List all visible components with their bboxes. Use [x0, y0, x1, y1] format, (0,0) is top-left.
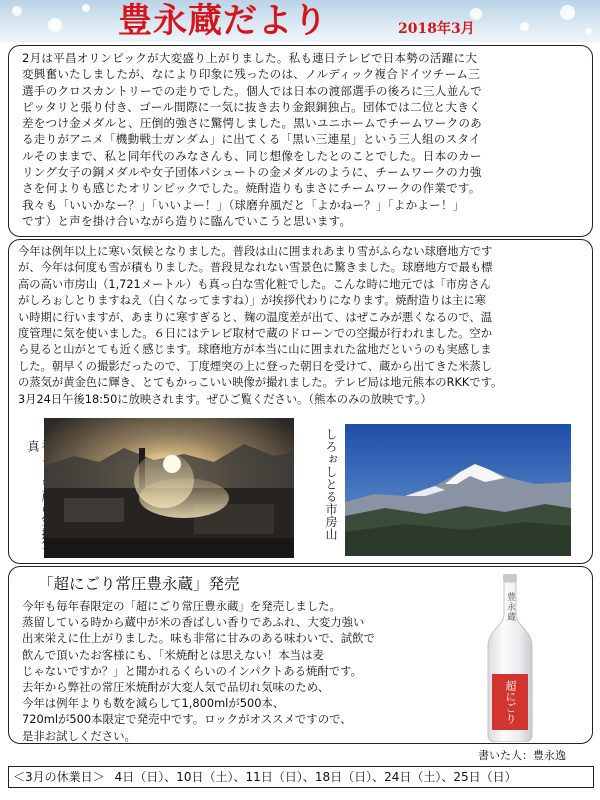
text-line: 出来栄えに仕上がりました。味も非常に甘みのある味わいで、試飲で [22, 631, 375, 646]
snow-dot [48, 18, 62, 32]
winter-article-text [18, 244, 502, 408]
ichifusa-mountain-photo [345, 424, 571, 556]
text-line: 720mlが500本限定で発売中です。ロックがオススメですので、 [22, 712, 352, 727]
snow-dot [12, 6, 22, 16]
mountain-photo-caption: しろぉしとる市房山 [324, 428, 338, 541]
text-line: ルそのままで、私と同年代のみなさんも、同じ想像をしたとのことでした。日本のカー [22, 148, 482, 163]
text-line: 我々も「いいかなー？」「いいよー！」（球磨弁風だと「よかねー？」「よかよー！」 [22, 197, 465, 212]
text-line: 今年は例年以上に寒い気候となりました。普段は山に囲まれあまり雪がふらない球磨地方です [18, 245, 493, 258]
text-line: の蒸気が黄金色に輝き、とてもかっこいい映像が撮れました。テレビ局は地元熊本のRKKです。 [18, 376, 503, 390]
text-line: 蒸留している時から蔵中が米の香ばしい香りであふれ、大変力強い [22, 615, 365, 630]
text-line: い時期に行いますが、あまりに寒すぎると、麹の温度差が出て、はぜこみが悪くなるので、温 [18, 310, 493, 324]
text-line: る走りがアニメ「機動戦士ガンダム」に出てくる「黒い三連星」という三人組のスタイ [22, 132, 481, 147]
snow-dot [560, 5, 575, 20]
header-banner [0, 0, 600, 42]
product-title: 「超にごり常圧豊永蔵」発売 [38, 575, 240, 593]
text-line: リング女子の銅メダルや女子団体パシュートの金メダルのように、チームワークの力強 [22, 165, 482, 180]
holiday-bar [8, 766, 594, 788]
text-line: が、今年は何度も雪が積もりました。普段見なれない雪景色に驚きました。球磨地方で最も標 [18, 261, 493, 275]
text-line: した。朝早くの撮影だったので、丁度煙突の上に登った朝日を受けて、蔵から出てきた米蒸し [18, 359, 493, 373]
product-article-text [22, 598, 375, 744]
text-line: 差をつけ金メダルと、圧倒的強さに驚愕しました。黒いユニホームでチームワークのあ [22, 116, 482, 131]
aerial-photo-image [44, 418, 294, 558]
text-line: さを何よりも感じたオリンピックでした。焼酎造りもまさにチームワークの作業です。 [22, 181, 481, 196]
holiday-dates: 4日（日）、10日（土）、11日（日）、18日（日）、24日（土）、25日（日） [114, 770, 517, 784]
snow-dot [82, 4, 90, 12]
aerial-brewery-photo [44, 418, 294, 558]
holiday-label: ＜3月の休業日＞ [13, 770, 105, 784]
text-line: 高の高い市房山（1,721メートル）も真っ白な雪化粧でした。こんな時に地元では「市房さん [18, 277, 491, 291]
text-line: 2月は平昌オリンピックが大変盛り上がりました。私も連日テレビで日本勢の活躍に大 [22, 51, 478, 65]
text-line: 去年から弊社の常圧米焼酎が大変人気で品切れ気味のため、 [22, 680, 330, 695]
text-line: です）と声を掛け合いながら造りに臨んでいこうと思います。 [22, 213, 352, 228]
snow-dot [585, 28, 592, 35]
text-line: ピッタリと張り付き、ゴール間際に一気に抜き去り金銀銅独占。団体では二位と大きく [22, 99, 481, 114]
text-line: 選手のクロスカントリーでの走りでした。個人では日本の渡部選手の後ろに三人並んで [22, 83, 482, 98]
newsletter-title: 豊永蔵だより [118, 1, 328, 41]
text-line: 今年は例年よりも数を減らして1,800mlが500本、 [22, 696, 285, 711]
sake-bottle [480, 574, 540, 742]
olympics-article-text [22, 50, 482, 229]
aerial-photo-caption: 真 [26, 440, 40, 453]
text-line: がしろぉしとりますねえ（白くなってますね）」が挨拶代わりになります。焼酎造りは主に寒 [18, 294, 486, 308]
text-line: 是非お試しください。 [22, 728, 136, 743]
text-line: じゃないですか？」と聞かれるくらいのインパクトある焼酎です。 [22, 663, 363, 678]
text-line: 今年も毎年春限定の「超にごり常圧豊永蔵」を発売しました。 [22, 599, 341, 613]
text-line: ら見ると山がとても近く感じます。球磨地方が本当に山に囲まれた盆地だというのも実感しま [18, 343, 492, 357]
author-credit: 書いた人：豊永逸 [478, 749, 566, 762]
text-line: 3月24日午後18:50に放映されます。ぜひご覧ください。（熊本のみの放映です。） [18, 392, 432, 406]
bottle-neck-label: 豊永蔵 [505, 592, 515, 622]
issue-date: 2018年3月 [398, 21, 475, 37]
text-line: 変興奮いたしましたが、なにより印象に残ったのは、ノルディック複合ドイツチーム三 [22, 67, 480, 82]
text-line: 度管理に気を使いました。６日にはテレビ取材で蔵のドローンでの空撮が行われました。空か [18, 327, 493, 341]
bottle-label-text: 超にごり [504, 680, 517, 724]
mountain-photo-image [345, 424, 571, 556]
snow-dot [520, 22, 529, 31]
text-line: 飲んで頂いたお客様にも、「米焼酎とは思えない！本当は麦 [22, 647, 324, 662]
